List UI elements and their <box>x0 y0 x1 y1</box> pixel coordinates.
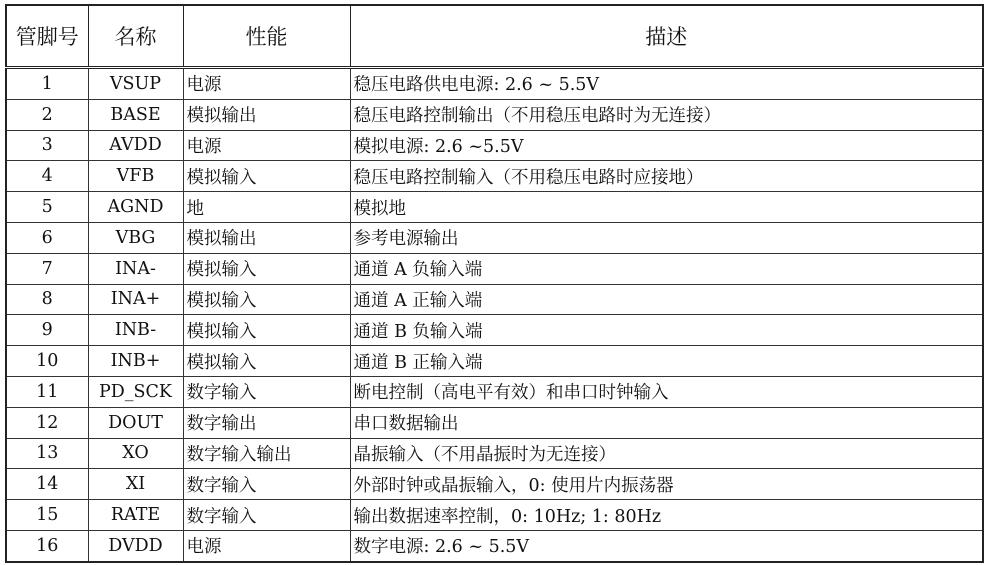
pin-type-cell: 模拟输出 <box>183 222 350 253</box>
pin-type-cell: 电源 <box>183 130 350 161</box>
pin-description-cell: 稳压电路控制输出（不用稳压电路时为无连接） <box>350 99 983 130</box>
pin-number-cell: 5 <box>6 192 88 223</box>
pin-name-cell: VSUP <box>88 68 183 100</box>
table-row <box>6 346 983 377</box>
table-row <box>6 500 983 531</box>
pin-description-cell: 串口数据输出 <box>350 407 983 438</box>
table-row <box>6 284 983 315</box>
pin-description-cell: 数字电源: 2.6 ~ 5.5V <box>350 530 983 561</box>
pin-number-cell: 11 <box>6 376 88 407</box>
header-pin: 管脚号 <box>6 5 88 68</box>
pin-number-cell: 12 <box>6 407 88 438</box>
pin-table-container <box>5 4 982 563</box>
pin-number-cell: 1 <box>6 68 88 100</box>
pin-number-cell: 6 <box>6 222 88 253</box>
pin-number-cell: 15 <box>6 500 88 531</box>
table-row <box>6 192 983 223</box>
pin-number-cell: 4 <box>6 161 88 192</box>
pin-description-cell: 通道 A 负输入端 <box>350 253 983 284</box>
pin-description-cell: 通道 B 负输入端 <box>350 315 983 346</box>
pin-number-cell: 3 <box>6 130 88 161</box>
pin-type-cell: 电源 <box>183 530 350 561</box>
pin-number-cell: 13 <box>6 438 88 469</box>
pin-description-cell: 外部时钟或晶振输入，0: 使用片内振荡器 <box>350 469 983 500</box>
pin-type-cell: 模拟输入 <box>183 284 350 315</box>
pin-name-cell: AVDD <box>88 130 183 161</box>
pin-type-cell: 数字输入 <box>183 500 350 531</box>
pin-name-cell: DOUT <box>88 407 183 438</box>
header-name: 名称 <box>88 5 183 68</box>
table-row <box>6 68 983 100</box>
table-row <box>6 376 983 407</box>
pin-name-cell: PD_SCK <box>88 376 183 407</box>
header-type: 性能 <box>183 5 350 68</box>
pin-description-table <box>5 4 984 563</box>
table-row <box>6 469 983 500</box>
table-row <box>6 315 983 346</box>
pin-name-cell: INA+ <box>88 284 183 315</box>
pin-number-cell: 16 <box>6 530 88 561</box>
pin-description-cell: 断电控制（高电平有效）和串口时钟输入 <box>350 376 983 407</box>
pin-type-cell: 数字输入 <box>183 376 350 407</box>
pin-name-cell: INB- <box>88 315 183 346</box>
pin-name-cell: BASE <box>88 99 183 130</box>
header-description: 描述 <box>350 5 983 68</box>
pin-name-cell: INB+ <box>88 346 183 377</box>
pin-description-cell: 参考电源输出 <box>350 222 983 253</box>
pin-type-cell: 地 <box>183 192 350 223</box>
table-row <box>6 99 983 130</box>
table-header-row <box>6 5 983 68</box>
pin-description-cell: 输出数据速率控制，0: 10Hz; 1: 80Hz <box>350 500 983 531</box>
table-row <box>6 161 983 192</box>
pin-description-cell: 模拟电源: 2.6 ~5.5V <box>350 130 983 161</box>
table-row <box>6 407 983 438</box>
pin-type-cell: 模拟输入 <box>183 315 350 346</box>
pin-number-cell: 10 <box>6 346 88 377</box>
pin-description-cell: 稳压电路供电电源: 2.6 ~ 5.5V <box>350 68 983 100</box>
table-row <box>6 253 983 284</box>
pin-description-cell: 模拟地 <box>350 192 983 223</box>
pin-number-cell: 9 <box>6 315 88 346</box>
pin-type-cell: 数字输入 <box>183 469 350 500</box>
pin-description-cell: 稳压电路控制输入（不用稳压电路时应接地） <box>350 161 983 192</box>
pin-description-cell: 通道 A 正输入端 <box>350 284 983 315</box>
pin-name-cell: VBG <box>88 222 183 253</box>
pin-type-cell: 模拟输入 <box>183 253 350 284</box>
pin-name-cell: DVDD <box>88 530 183 561</box>
pin-name-cell: RATE <box>88 500 183 531</box>
pin-type-cell: 电源 <box>183 68 350 100</box>
pin-name-cell: XI <box>88 469 183 500</box>
pin-type-cell: 数字输出 <box>183 407 350 438</box>
pin-type-cell: 模拟输入 <box>183 161 350 192</box>
pin-number-cell: 14 <box>6 469 88 500</box>
pin-type-cell: 数字输入输出 <box>183 438 350 469</box>
table-row <box>6 222 983 253</box>
pin-number-cell: 2 <box>6 99 88 130</box>
table-row <box>6 530 983 561</box>
table-row <box>6 438 983 469</box>
pin-type-cell: 模拟输入 <box>183 346 350 377</box>
pin-name-cell: INA- <box>88 253 183 284</box>
pin-name-cell: VFB <box>88 161 183 192</box>
pin-number-cell: 8 <box>6 284 88 315</box>
pin-description-cell: 通道 B 正输入端 <box>350 346 983 377</box>
pin-name-cell: XO <box>88 438 183 469</box>
pin-number-cell: 7 <box>6 253 88 284</box>
pin-name-cell: AGND <box>88 192 183 223</box>
table-row <box>6 130 983 161</box>
pin-description-cell: 晶振输入（不用晶振时为无连接） <box>350 438 983 469</box>
pin-type-cell: 模拟输出 <box>183 99 350 130</box>
